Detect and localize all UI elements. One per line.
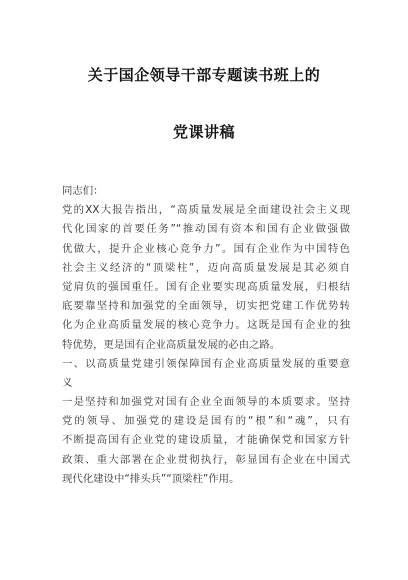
paragraph-line: 优做大，提升企业核心竞争力”。国有企业作为中国特色: [62, 242, 350, 255]
section-heading-line: 一、以高质量党建引领保障国有企业高质量发展的重要意: [62, 357, 350, 370]
paragraph-line: 化为企业高质量发展的核心竞争力。这既是国有企业的独: [62, 319, 350, 332]
paragraph-line: 觉肩负的强国重任。国有企业要实现高质量发展，归根结: [62, 280, 350, 293]
document-body: [62, 182, 350, 489]
paragraph-line: 不断提高国有企业党的建设质量，才能确保党和国家方针: [62, 434, 350, 447]
paragraph-line: 代化国家的首要任务”“推动国有资本和国有企业做强做: [62, 223, 350, 236]
paragraph-line: 特优势，更是国有企业高质量发展的必由之路。: [62, 338, 281, 351]
paragraph-line: 现代化建设中“排头兵”“顶梁柱”作用。: [62, 472, 240, 485]
paragraph-line: 一是坚持和加强党对国有企业全面领导的本质要求。坚持: [62, 396, 350, 409]
paragraph-line: 底要靠坚持和加强党的全面领导，切实把党建工作优势转: [62, 300, 350, 313]
paragraph-line: 党的XX大报告指出，“高质量发展是全面建设社会主义现: [62, 204, 350, 217]
document-title-line-2: 党课讲稿: [172, 123, 235, 141]
section-heading-line: 义: [62, 376, 73, 389]
paragraph-line: 党的领导、加强党的建设是国有的“根”和“魂”，只有: [62, 415, 350, 428]
paragraph-line: 政策、重大部署在企业贯彻执行，彰显国有企业在中国式: [62, 453, 350, 466]
document-title-line-1: 关于国企领导干部专题读书班上的: [87, 66, 321, 84]
paragraph-line: 社会主义经济的“顶梁柱”，迈向高质量发展是其必须自: [62, 261, 350, 274]
salutation: 同志们：: [62, 185, 104, 197]
